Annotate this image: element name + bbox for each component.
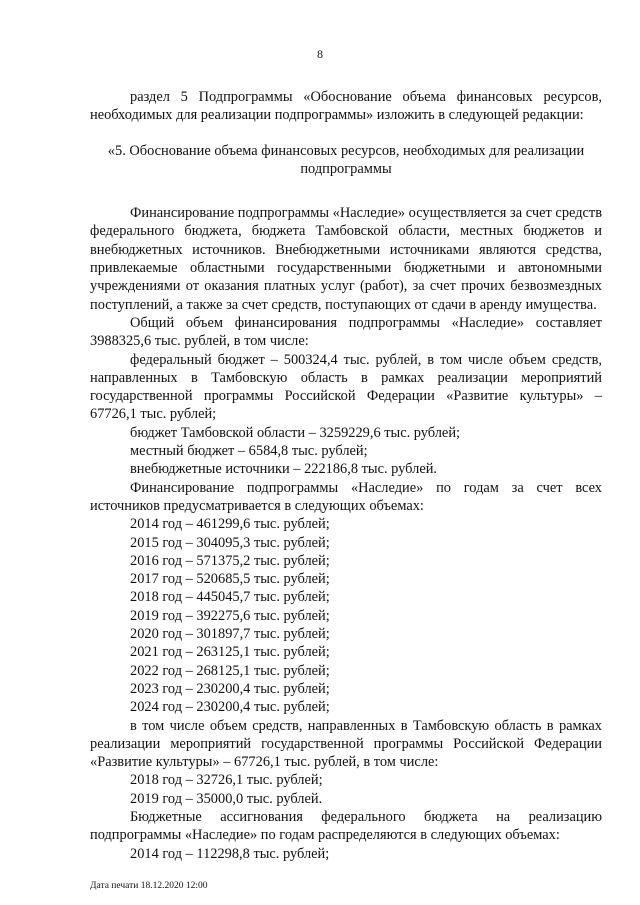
list-item: 2018 год – 32726,1 тыс. рублей; — [130, 772, 323, 789]
years-culture-list — [90, 771, 602, 808]
list-item: 2019 год – 392275,6 тыс. рублей; — [130, 607, 330, 624]
list-item: 2024 год – 230200,4 тыс. рублей; — [130, 699, 330, 716]
years-federal-list — [90, 845, 602, 863]
section-heading: «5. Обоснование объема финансовых ресурсов, необходимых для реализации подпрограммы — [107, 142, 585, 177]
list-item: 2014 год – 461299,6 тыс. рублей; — [130, 516, 330, 533]
years-all-list — [90, 515, 602, 716]
paragraph-culture-program: в том числе объем средств, направленных в Тамбовскую область в рамках реализации мероприятий государственной программы Российской Федерации «Развитие культуры» – 67726,1 тыс. рублей, в том числе: — [90, 717, 602, 771]
intro-paragraph: раздел 5 Подпрограммы «Обоснование объема финансовых ресурсов, необходимых для реализации подпрограммы» изложить в следующей редакции: — [90, 89, 602, 124]
list-item: 2017 год – 520685,5 тыс. рублей; — [130, 571, 330, 588]
paragraph-financing-sources: Финансирование подпрограммы «Наследие» осуществляется за счет средств федерального бюджета, бюджета Тамбовской области, местных бюджетов и внебюджетных источников. Внебюджетными источниками являются средства, привлекаемые областными государственными бюджетными и автономными учреждениями от оказания платных услуг (работ), за счет прочих безвозмездных поступлений, а также за счет средств, поступающих от сдачи в аренду имущества. — [90, 205, 602, 313]
paragraph-federal-budget: федеральный бюджет – 500324,4 тыс. рублей, в том числе объем средств, направленных в Тамбовскую область в рамках реализации мероприятий государственной программы Российской Федерации «Развитие культуры» – 67726,1 тыс. рублей; — [90, 351, 602, 423]
paragraph-regional-budget: бюджет Тамбовской области – 3259229,6 тыс. рублей; — [130, 424, 461, 441]
list-item: 2015 год – 304095,3 тыс. рублей; — [130, 534, 330, 551]
list-item: 2019 год – 35000,0 тыс. рублей. — [130, 790, 323, 807]
paragraph-by-years-intro: Финансирование подпрограммы «Наследие» по годам за счет всех источников предусматривается в следующих объемах: — [90, 479, 602, 514]
paragraph-local-budget: местный бюджет – 6584,8 тыс. рублей; — [130, 443, 368, 460]
list-item: 2022 год – 268125,1 тыс. рублей; — [130, 662, 330, 679]
list-item: 2020 год – 301897,7 тыс. рублей; — [130, 626, 330, 643]
list-item: 2023 год – 230200,4 тыс. рублей; — [130, 680, 330, 697]
list-item: 2014 год – 112298,8 тыс. рублей; — [130, 845, 330, 862]
list-item: 2018 год – 445045,7 тыс. рублей; — [130, 589, 330, 606]
paragraph-federal-allocations: Бюджетные ассигнования федерального бюджета на реализацию подпрограммы «Наследие» по годам распределяются в следующих объемах: — [90, 808, 602, 844]
spacer — [90, 178, 602, 204]
print-date-footer: Дата печати 18.12.2020 12:00 — [90, 881, 208, 891]
paragraph-total-volume: Общий объем финансирования подпрограммы «Наследие» составляет 3988325,6 тыс. рублей, в том числе: — [90, 314, 602, 350]
paragraph-extrabudgetary: внебюджетные источники – 222186,8 тыс. рублей. — [130, 461, 438, 478]
document-body — [90, 88, 602, 863]
list-item: 2016 год – 571375,2 тыс. рублей; — [130, 552, 330, 569]
page-number: 8 — [317, 47, 323, 61]
list-item: 2021 год – 263125,1 тыс. рублей; — [130, 644, 330, 661]
